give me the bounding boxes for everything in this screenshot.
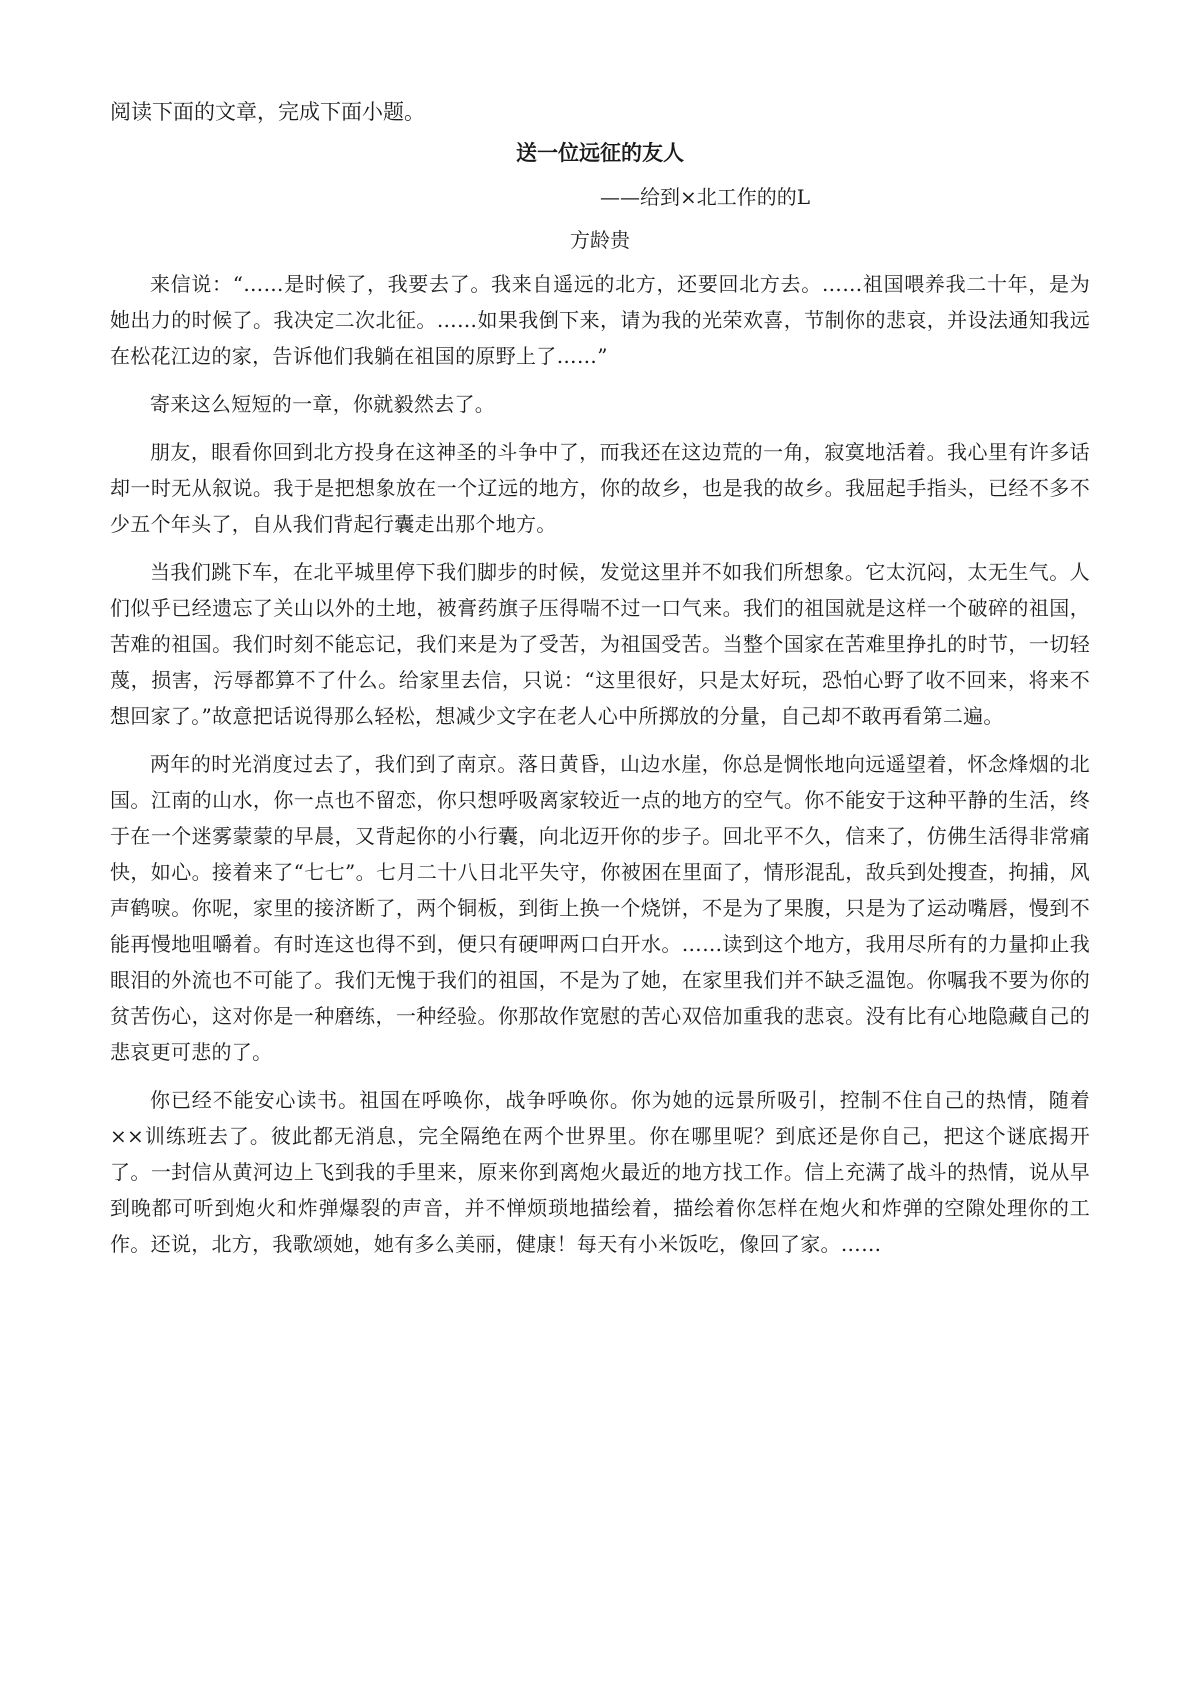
article-body — [110, 266, 1090, 1274]
article-title: 送一位远征的友人 — [516, 140, 684, 165]
paragraph: 来信说：“……是时候了，我要去了。我来自遥远的北方，还要回北方去。……祖国喂养我二十年，是为她出力的时候了。我决定二次北征。……如果我倒下来，请为我的光荣欢喜，节制你的悲哀，并设法通知我远在松花江边的家，告诉他们我躺在祖国的原野上了……” — [110, 272, 1090, 368]
reading-instruction: 阅读下面的文章，完成下面小题。 — [110, 100, 425, 124]
article-author: 方龄贵 — [570, 228, 630, 252]
paragraph: 寄来这么短短的一章，你就毅然去了。 — [150, 392, 496, 416]
paragraph: 朋友，眼看你回到北方投身在这神圣的斗争中了，而我还在这边荒的一角，寂寞地活着。我心里有许多话却一时无从叙说。我于是把想象放在一个辽远的地方，你的故乡，也是我的故乡。我屈起手指头，已经不多不少五个年头了，自从我们背起行囊走出那个地方。 — [110, 440, 1090, 536]
paragraph: 你已经不能安心读书。祖国在呼唤你，战争呼唤你。你为她的远景所吸引，控制不住自己的热情，随着××训练班去了。彼此都无消息，完全隔绝在两个世界里。你在哪里呢？到底还是你自己，把这个谜底揭开了。一封信从黄河边上飞到我的手里来，原来你到离炮火最近的地方找工作。信上充满了战斗的热情，说从早到晚都可听到炮火和炸弹爆裂的声音，并不惮烦琐地描绘着，描绘着你怎样在炮火和炸弹的空隙处理你的工作。还说，北方，我歌颂她，她有多么美丽，健康！每天有小米饭吃，像回了家。…… — [110, 1088, 1090, 1256]
paragraph: 两年的时光消度过去了，我们到了南京。落日黄昏，山边水崖，你总是惆怅地向远遥望着，怀念烽烟的北国。江南的山水，你一点也不留恋，你只想呼吸离家较近一点的地方的空气。你不能安于这种平静的生活，终于在一个迷雾蒙蒙的早晨，又背起你的小行囊，向北迈开你的步子。回北平不久，信来了，仿佛生活得非常痛快，如心。接着来了“七七”。七月二十八日北平失守，你被困在里面了，情形混乱，敌兵到处搜查，拘捕，风声鹤唳。你呢，家里的接济断了，两个铜板，到街上换一个烧饼，不是为了果腹，只是为了运动嘴唇，慢到不能再慢地咀嚼着。有时连这也得不到，便只有硬呷两口白开水。……读到这个地方，我用尽所有的力量抑止我眼泪的外流也不可能了。我们无愧于我们的祖国，不是为了她，在家里我们并不缺乏温饱。你嘱我不要为你的贫苦伤心，这对你是一种磨练，一种经验。你那故作宽慰的苦心双倍加重我的悲哀。没有比有心地隐藏自己的悲哀更可悲的了。 — [110, 752, 1090, 1064]
paragraph: 当我们跳下车，在北平城里停下我们脚步的时候，发觉这里并不如我们所想象。它太沉闷，太无生气。人们似乎已经遗忘了关山以外的土地，被膏药旗子压得喘不过一口气来。我们的祖国就是这样一个破碎的祖国，苦难的祖国。我们时刻不能忘记，我们来是为了受苦，为祖国受苦。当整个国家在苦难里挣扎的时节，一切轻蔑，损害，污辱都算不了什么。给家里去信，只说：“这里很好，只是太好玩，恐怕心野了收不回来，将来不想回家了。”故意把话说得那么轻松，想减少文字在老人心中所掷放的分量，自己却不敢再看第二遍。 — [110, 560, 1090, 728]
article-subtitle: ——给到×北工作的的L — [600, 185, 811, 209]
